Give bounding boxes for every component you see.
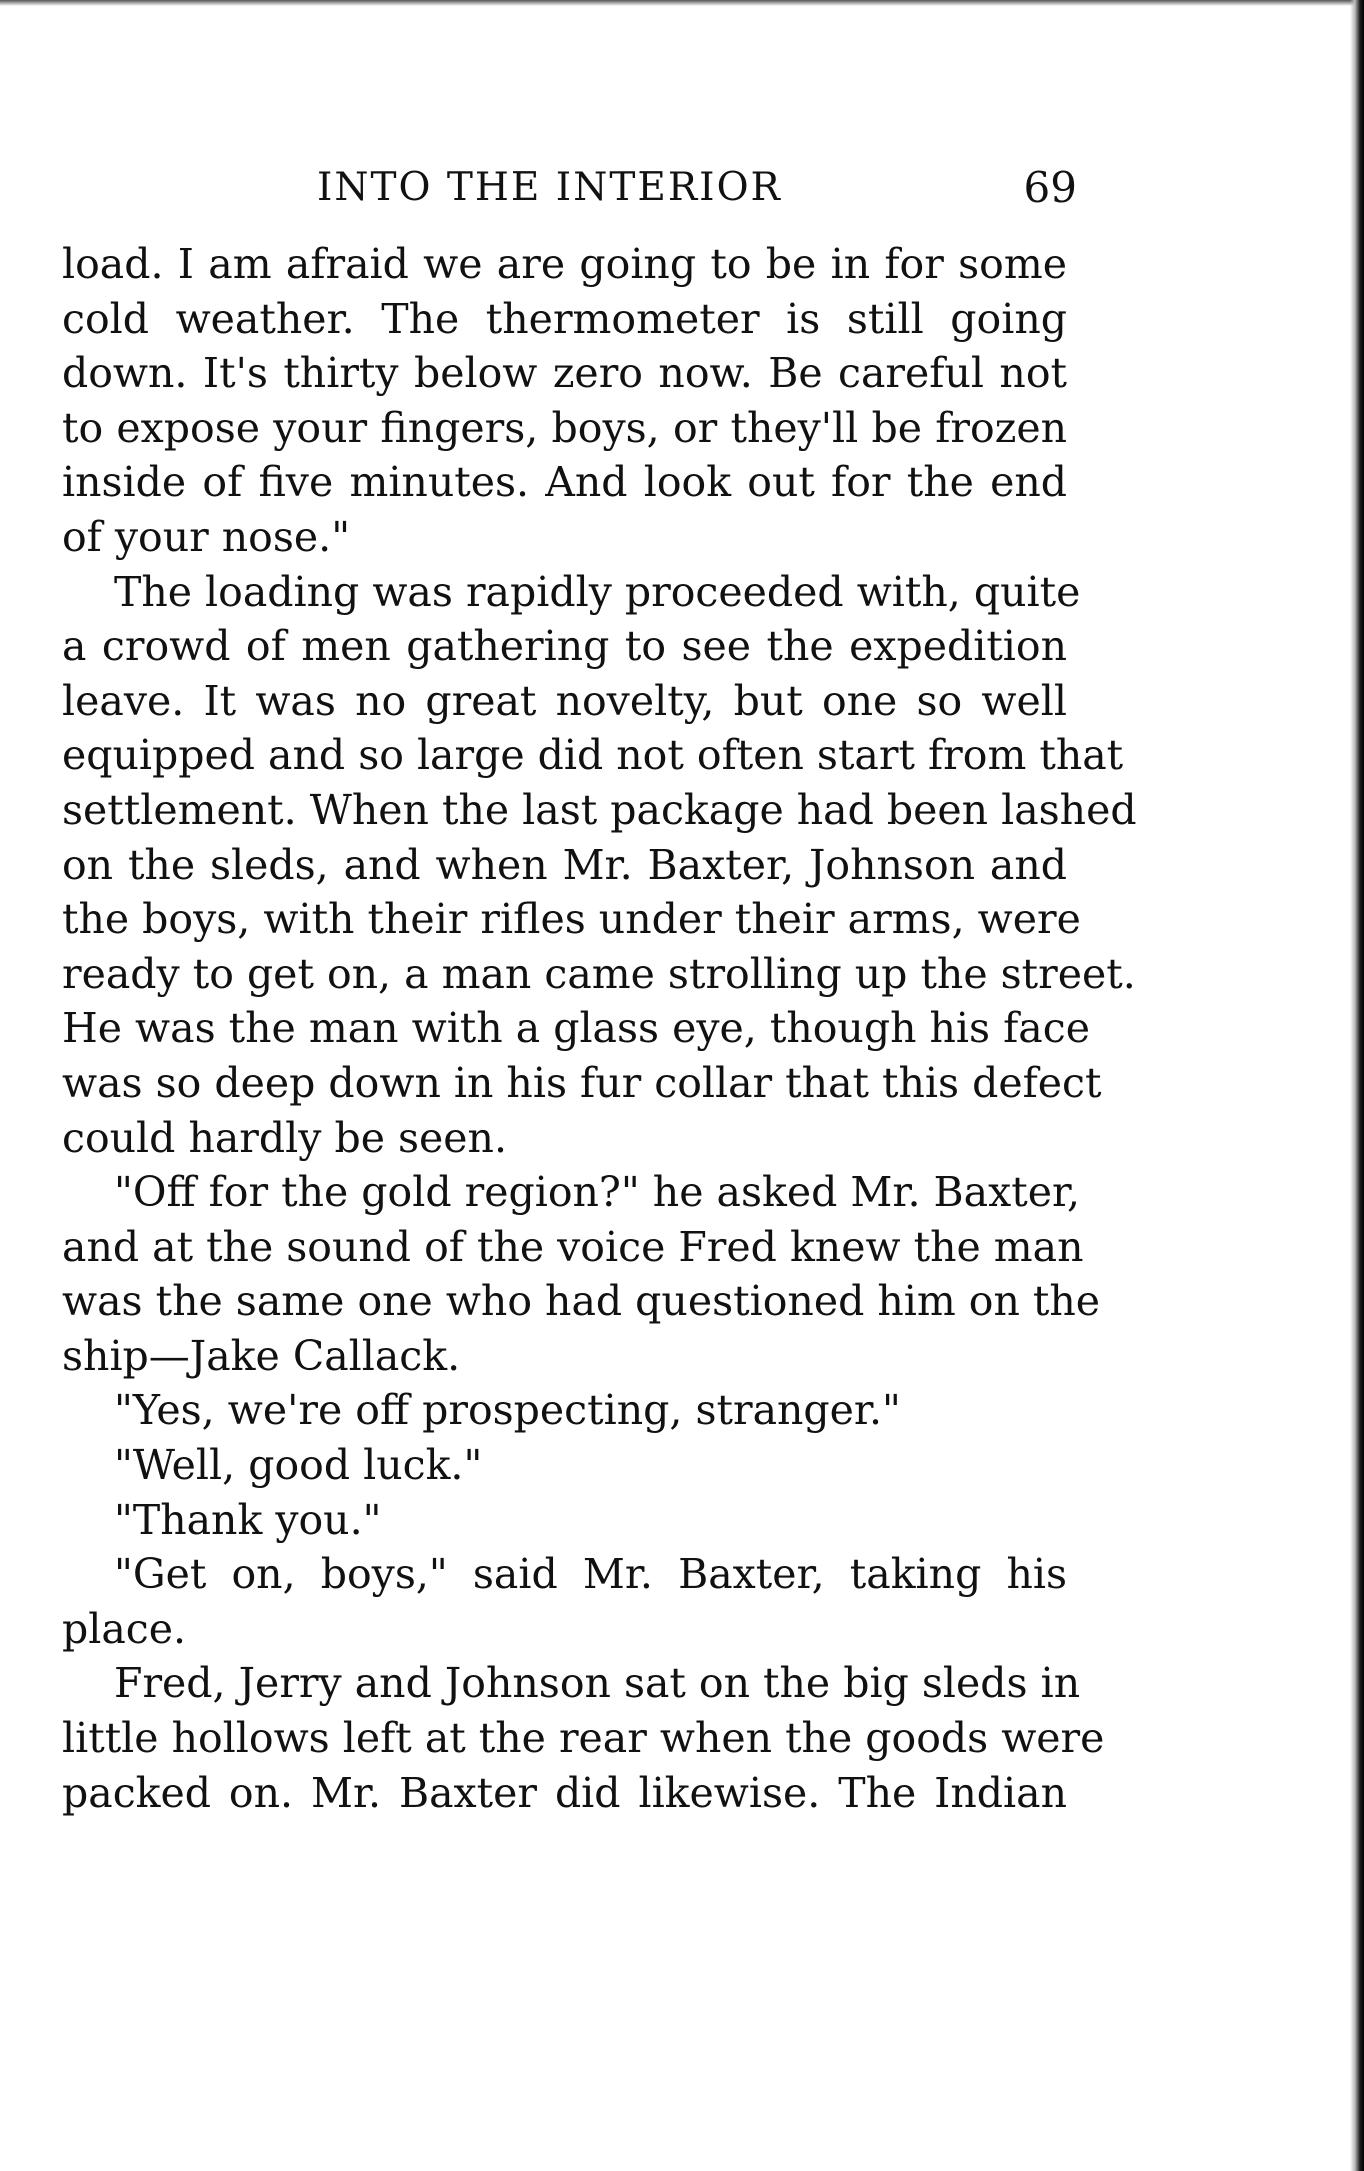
text-line: inside of five minutes. And look out for the end bbox=[62, 458, 1067, 507]
text-line: little hollows left at the rear when the goods were bbox=[62, 1714, 1105, 1763]
text-line: Fred, Jerry and Johnson sat on the big sleds in bbox=[114, 1659, 1081, 1708]
text-line: equipped and so large did not often start from that bbox=[62, 731, 1124, 780]
text-line: He was the man with a glass eye, though his face bbox=[62, 1004, 1090, 1053]
text-line: could hardly be seen. bbox=[62, 1113, 507, 1162]
body-text bbox=[62, 237, 1137, 1820]
text-line: cold weather. The thermometer is still going bbox=[62, 294, 1067, 343]
running-title: INTO THE INTERIOR bbox=[317, 165, 782, 210]
page-top-edge bbox=[0, 0, 1364, 6]
text-line: "Get on, boys," said Mr. Baxter, taking his bbox=[114, 1550, 1067, 1599]
text-line: "Thank you." bbox=[114, 1495, 382, 1544]
text-line: leave. It was no great novelty, but one so well bbox=[62, 676, 1067, 725]
text-line: was the same one who had questioned him on the bbox=[62, 1277, 1101, 1326]
page-binding-edge bbox=[1350, 0, 1364, 2171]
text-line: down. It's thirty below zero now. Be careful not bbox=[62, 349, 1067, 398]
text-line: on the sleds, and when Mr. Baxter, Johnson and bbox=[62, 840, 1067, 889]
running-head bbox=[62, 158, 1077, 218]
text-line: was so deep down in his fur collar that this defect bbox=[62, 1058, 1102, 1107]
text-line: "Off for the gold region?" he asked Mr. Baxter, bbox=[114, 1168, 1081, 1217]
text-line: place. bbox=[62, 1604, 187, 1653]
page-number: 69 bbox=[1023, 163, 1077, 212]
text-line: "Yes, we're off prospecting, stranger." bbox=[114, 1386, 901, 1435]
text-line: ready to get on, a man came strolling up the street. bbox=[62, 949, 1136, 998]
text-line: packed on. Mr. Baxter did likewise. The Indian bbox=[62, 1768, 1067, 1817]
text-line: settlement. When the last package had been lashed bbox=[62, 785, 1137, 834]
text-line: and at the sound of the voice Fred knew the man bbox=[62, 1222, 1084, 1271]
text-line: ship—Jake Callack. bbox=[62, 1331, 461, 1380]
text-line: to expose your fingers, boys, or they'll be frozen bbox=[62, 403, 1067, 452]
text-line: a crowd of men gathering to see the expedition bbox=[62, 622, 1067, 671]
text-line: "Well, good luck." bbox=[114, 1441, 483, 1490]
text-line: the boys, with their rifles under their arms, were bbox=[62, 895, 1081, 944]
text-line: load. I am afraid we are going to be in for some bbox=[62, 240, 1067, 288]
text-line: of your nose." bbox=[62, 512, 351, 561]
text-line: The loading was rapidly proceeded with, quite bbox=[114, 567, 1081, 616]
